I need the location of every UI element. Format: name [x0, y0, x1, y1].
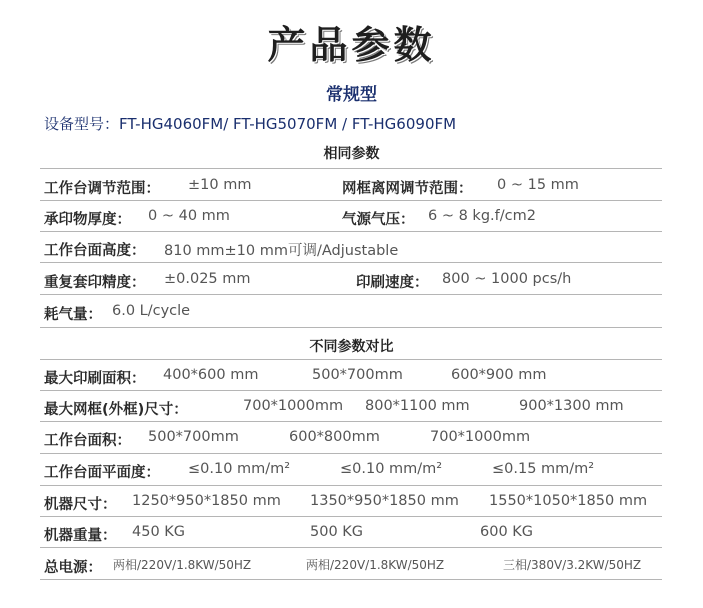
spec-row — [0, 486, 703, 516]
same-section-title: 相同参数 — [323, 146, 380, 162]
model-label: 设备型号： — [44, 115, 120, 133]
spec-label: 工作台面平面度： — [44, 465, 160, 481]
spec-label: 最大印刷面积： — [44, 371, 146, 387]
spec-value: 700*1000mm — [430, 429, 531, 445]
spec-value: 600 KG — [480, 524, 534, 540]
divider — [40, 327, 662, 328]
spec-label: 机器重量： — [44, 528, 117, 544]
spec-value: 两相/220V/1.8KW/50HZ — [306, 558, 445, 572]
spec-label: 机器尺寸： — [44, 497, 117, 513]
spec-value: 600*800mm — [289, 429, 380, 445]
spec-row — [0, 296, 703, 326]
spec-label: 承印物厚度： — [44, 212, 131, 228]
spec-value: 三相/380V/3.2KW/50HZ — [503, 558, 642, 572]
spec-label: 工作台面积： — [44, 433, 131, 449]
spec-value: ±0.025 mm — [164, 271, 251, 287]
spec-value: 900*1300 mm — [519, 398, 624, 414]
spec-label: 最大网框(外框)尺寸： — [44, 402, 188, 418]
spec-row — [0, 360, 703, 390]
spec-value: 6 ~ 8 kg.f/cm2 — [428, 208, 536, 224]
spec-label: 气源气压： — [342, 212, 415, 228]
spec-value: 500*700mm — [312, 367, 403, 383]
spec-value: ≤0.15 mm/m² — [492, 461, 595, 477]
spec-value: 0 ~ 15 mm — [497, 177, 579, 193]
spec-row — [0, 201, 703, 231]
spec-value: 800*1100 mm — [365, 398, 470, 414]
spec-value: 810 mm±10 mm可调/Adjustable — [164, 243, 399, 259]
page-title: 产品参数 — [267, 23, 436, 67]
model-line — [44, 113, 456, 134]
divider — [40, 547, 662, 548]
spec-label: 耗气量： — [44, 307, 102, 323]
spec-label: 总电源： — [44, 560, 102, 576]
divider — [40, 294, 662, 295]
spec-value: 700*1000mm — [243, 398, 344, 414]
divider — [40, 262, 662, 263]
spec-row — [0, 454, 703, 484]
spec-value: 500*700mm — [148, 429, 239, 445]
spec-value: 0 ~ 40 mm — [148, 208, 230, 224]
spec-row — [0, 170, 703, 200]
spec-row — [0, 422, 703, 452]
spec-value: 1550*1050*1850 mm — [489, 493, 648, 509]
spec-value: 1350*950*1850 mm — [310, 493, 459, 509]
spec-label: 印刷速度： — [356, 275, 429, 291]
spec-row — [0, 232, 703, 262]
diff-section-title: 不同参数对比 — [309, 339, 394, 355]
spec-row — [0, 549, 703, 579]
spec-label: 工作台面高度： — [44, 243, 146, 259]
spec-row — [0, 264, 703, 294]
spec-value: 600*900 mm — [451, 367, 547, 383]
spec-value: 两相/220V/1.8KW/50HZ — [113, 558, 252, 572]
spec-row — [0, 517, 703, 547]
spec-label: 网框离网调节范围： — [342, 181, 473, 197]
model-value: FT-HG4060FM/ FT-HG5070FM / FT-HG6090FM — [119, 115, 457, 133]
spec-label: 重复套印精度： — [44, 275, 146, 291]
spec-value: ≤0.10 mm/m² — [188, 461, 291, 477]
spec-value: 800 ~ 1000 pcs/h — [442, 271, 572, 287]
spec-value: 6.0 L/cycle — [112, 303, 191, 319]
spec-value: 1250*950*1850 mm — [132, 493, 281, 509]
spec-row — [0, 391, 703, 421]
divider — [40, 579, 662, 580]
spec-value: ≤0.10 mm/m² — [340, 461, 443, 477]
divider — [40, 168, 662, 169]
spec-value: 450 KG — [132, 524, 186, 540]
spec-value: 400*600 mm — [163, 367, 259, 383]
spec-value: 500 KG — [310, 524, 364, 540]
spec-value: ±10 mm — [188, 177, 252, 193]
subtitle: 常规型 — [326, 85, 377, 105]
spec-label: 工作台调节范围： — [44, 181, 160, 197]
